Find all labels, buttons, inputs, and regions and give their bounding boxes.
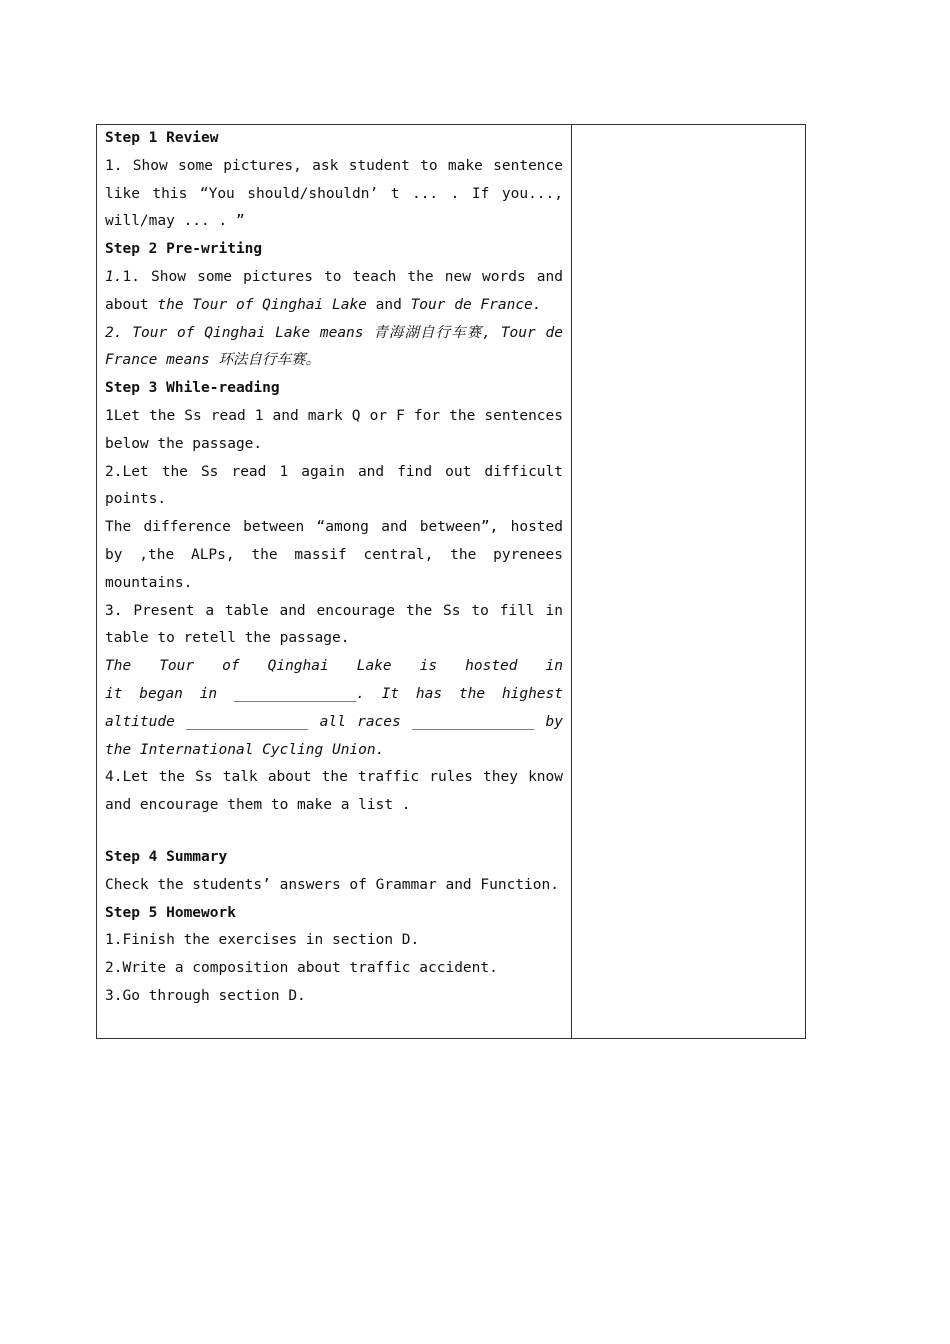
step3-line: 3. Present a table and encourage the Ss to fill in (105, 602, 563, 619)
step3-heading: Step 3 While-reading (105, 380, 280, 397)
spacer (105, 820, 563, 844)
text-run: the Tour of Qinghai Lake (157, 296, 367, 313)
step5-heading: Step 5 Homework (105, 904, 236, 921)
step2-line: 1.1. Show some pictures to teach the new words and (105, 264, 563, 292)
step1-line: 1. Show some pictures, ask student to make sentence (105, 157, 563, 174)
step3-line: 4.Let the Ss talk about the traffic rules they know (105, 769, 563, 786)
step5-line: 2.Write a composition about traffic accident. (105, 960, 498, 977)
step2-heading: Step 2 Pre-writing (105, 241, 263, 258)
text-run: and (366, 296, 411, 313)
step1-line: like this “You should/shouldn’ t ... . If you..., (105, 185, 563, 202)
fill-in-line: the International Cycling Union. (105, 741, 385, 758)
step2-line: 2. Tour of Qinghai Lake means 青海湖自行车赛, Tour de (105, 324, 563, 341)
step3-line: points. (105, 491, 167, 508)
step3-line: by ,the ALPs, the massif central, the pyrenees (105, 546, 563, 563)
step3-line: table to retell the passage. (105, 630, 350, 647)
step1-line: will/may ... . ” (105, 213, 245, 230)
step5-line: 1.Finish the exercises in section D. (105, 932, 420, 949)
procedure-column (105, 125, 563, 1011)
fill-in-line: altitude ______________ all races ______________ by (105, 713, 563, 730)
step2-line: France means 环法自行车赛。 (105, 352, 320, 369)
lesson-table (96, 124, 806, 1039)
fill-in-line: it began in ______________. It has the highest (105, 685, 563, 702)
fill-in-line: The Tour of Qinghai Lake is hosted in (105, 658, 563, 675)
step5-line: 3.Go through section D. (105, 987, 306, 1004)
text-run: Tour de France. (410, 296, 542, 313)
step3-line: 2.Let the Ss read 1 again and find out difficult (105, 463, 563, 480)
step4-heading: Step 4 Summary (105, 848, 228, 865)
step3-line: 1Let the Ss read 1 and mark Q or F for the sentences (105, 407, 563, 424)
step3-line: below the passage. (105, 435, 263, 452)
step4-line: Check the students’ answers of Grammar and Function. (105, 876, 559, 893)
text-run: about (105, 296, 158, 313)
step3-line: mountains. (105, 574, 193, 591)
step2-line (105, 292, 563, 320)
step3-line: The difference between “among and between”, hosted (105, 519, 563, 536)
step2-line1-text: 1. Show some pictures to teach the new words and (122, 268, 563, 285)
column-divider (571, 125, 572, 1038)
step3-line: and encourage them to make a list . (105, 797, 411, 814)
step1-heading: Step 1 Review (105, 130, 219, 146)
